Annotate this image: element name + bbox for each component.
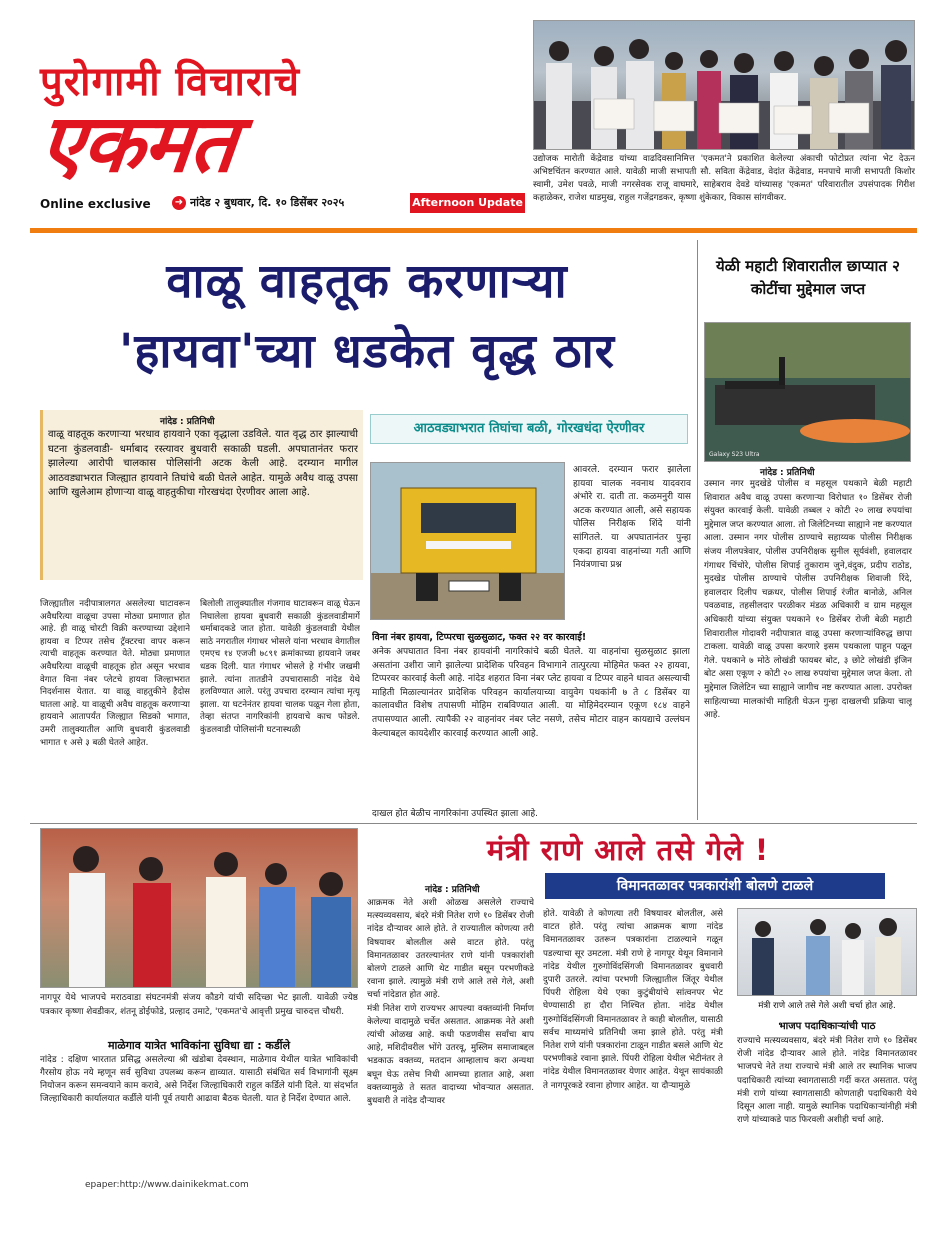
lead-col2: बिलोली तालुक्यातील गंजगाव घाटावरून वाळू घेऊन निघालेला हायवा बुधवारी सकाळी कुंडलवाडीमार्गे धर्माबादकडे जात होता. यावेळी कुंडलवाडी येथील साठे नगरातील गंगाधर भोसले यांना भरधाव वेगातील एमएच १४ एजजी ७८९१ क्रमांकाच्या हायवाने जबर धडक दिली. यात गंगाधर भोसले हे गंभीर जखमी झाले. त्यांना तातडीने उपचारासाठी नांदेड येथे हलविण्यात आले. परंतु उपचारा दरम्यान त्यांचा मृत्यू झाला. या घटनेनंतर हायवा चालक पळून गेला होता, तेव्हा संतप्त नागरिकांनी हायवाचे काच फोडले. कुंडलवाडी पोलिसांनी घटनास्थळी <box>200 599 360 735</box>
lead-headline-line2: 'हायवा'च्या धडकेत वृद्ध ठार <box>119 324 615 379</box>
rane-photo <box>737 908 917 996</box>
afternoon-update-badge: Afternoon Update <box>410 193 525 213</box>
lead-box-tail: दाखल होत बेळीच नागरिकांना उपस्थित झाला आहे. <box>372 809 538 819</box>
lead-box-title: विना नंबर हायवा, टिप्परचा सुळसुळाट, फक्त २२ वर कारवाई! <box>372 632 587 643</box>
lead-col3: आवरले. दरम्यान फरार झालेला हायवा चालक नवनाथ यादवराव अंभोरे रा. दाती ता. कळमनुरी यास अटक करण्यात आली, असे सहायक पोलिस निरीक्षक शिंदे यांनी सांगितले. या अपघातानंतर पुन्हा एकदा हायवा वाहनांच्या गती आणि नियंत्रणाचा प्रश्न <box>573 465 691 571</box>
lead-subhead: आठवड्याभरात तिघांचा बळी, गोरखधंदा ऐरणीवर <box>370 414 688 444</box>
lead-byline: नांदेड : प्रतिनिधी <box>160 417 215 427</box>
top-photo-people <box>534 21 915 150</box>
lead-col1: जिल्ह्यातील नदीपात्रालगत असलेल्या घाटावरून अवैधरित्या वाळूचा उपसा मोठ्या प्रमाणात होत आहे. ही वाळू चोरटी विक्री करण्याच्या उद्देशाने हायवा व टिप्पर तसेच ट्रॅक्टरचा वापर करून त्याची वाहतूक करण्यात येते. मोठ्या प्रमाणात अवैधरित्या वाळूची वाहतूक होत असून भरधाव वेगात विना नंबर प्लेटचे हायवा जिल्हाभरात निदर्शनास येतात. या वाळू वाहतुकीने हैदोस घातला आहे. या वाळूची अवैध वाहतूक करणाऱ्या हायवाने आतापर्यंत जिल्ह्यात सिडको भागात, उमरी तालुक्यातील आणि बुधवारी कुंडलवाडी भागात १ असे ३ बळी घेतले आहेत. <box>40 599 190 748</box>
rane-photo-people <box>738 909 917 996</box>
side-divider <box>697 240 698 820</box>
rane-photo-caption: मंत्री राणे आले तसे गेले अशी चर्चा होत आहे. <box>758 1001 896 1011</box>
nagpur-photo-people <box>41 829 358 988</box>
epaper-link[interactable]: epaper:http://www.dainikekmat.com <box>85 1180 249 1190</box>
masthead-tagline: पुरोगामी विचाराचे <box>40 59 301 105</box>
side-byline: नांदेड : प्रतिनिधी <box>760 468 815 478</box>
rane-side-head: भाजप पदाधिकाऱ्यांची पाठ <box>778 1021 876 1032</box>
rane-byline: नांदेड : प्रतिनिधी <box>425 885 480 895</box>
malegaon-headline: माळेगाव यात्रेत भाविकांना सुविधा द्या : कर्डीले <box>107 1039 291 1052</box>
rane-side-text: राज्याचे मत्स्यव्यवसाय, बंदरे मंत्री नितेश राणे १० डिसेंबर रोजी नांदेड दौऱ्यावर आले होते. नांदेड विमानतळावर भाजपचे नेते तथा राज्याचे मंत्री आले तर स्थानिक भाजप पदाधिकारी त्यांच्या स्वागतासाठी गर्दी करत असतात. परंतु मंत्री राणे यांच्या स्वागतासाठी कोणताही पदाधिकारी येथे दिसून आला नाही. यामुळे स्थानिक पदाधिकाऱ्यांनीही मंत्री राणे यांच्याकडे पाठ फिरवली अशीही चर्चा आहे. <box>737 1036 917 1126</box>
arrow-right-icon: ➜ <box>172 196 186 210</box>
edition-label: Online exclusive <box>40 197 151 211</box>
dateline: नांदेड २ बुधवार, दि. १० डिसेंबर २०२५ <box>190 196 345 209</box>
photo-watermark: Galaxy S23 Ultra <box>709 451 760 458</box>
lead-headline-line1: वाळू वाहतूक करणाऱ्या <box>166 254 568 309</box>
top-photo <box>533 20 915 150</box>
masthead-rule <box>30 228 917 233</box>
section-divider <box>30 823 917 824</box>
rane-col2: होते. यावेळी ते कोणत्या तरी विषयावर बोलतील, असे वाटत होते. परंतु त्यांचा आक्रमक बाणा नांदेड विमानतळावर उतरून पत्रकारांना टाळल्याने गळून पडल्याचा सूर उमटला. मंत्री राणे हे नागपूर येथून विमानाने नांदेड येथील गुरुगोविंदसिंगजी विमानतळावर बुधवारी दुपारी उतरले. त्यांचा परभणी जिल्ह्यातील जिंतूर येथील पिंपरी रोहिला येथे एका कुटुंबीयांचे सांत्वनपर भेट घेण्यासाठी हा दौरा निश्चित होता. नांदेड येथील गुरुगोविंदसिंगजी विमानतळावर ते काही बोलतील, यासाठी सर्वच माध्यमांचे प्रतिनिधी जमा झाले होते. परंतु मंत्री नितेश राणे यांनी पत्रकारांना टाळून गाडीत बसले आणि थेट परभणीकडे रवाना झाले. पिंपरी रोहिला येथील भेटीनंतर ते नांदेड येथील विमानतळावर येणार आहेत. येथून सायंकाळी ते नागपूरकडे रवाना होणार आहेत. या दौऱ्यामुळे <box>543 909 723 1091</box>
nagpur-caption: नागपूर येथे भाजपचे मराठवाडा संघटनमंत्री संजय कौडगे यांची सदिच्छा भेट झाली. यावेळी ज्येष्ठ पत्रकार कृष्णा शेवडीकर, शंतनू डोईफोडे, प्रल्हाद उमाटे, 'एकमत'चे आवृत्ती प्रमुख चारुदत्त चौधरी. <box>40 993 358 1017</box>
rane-col1: आक्रमक नेते अशी ओळख असलेले राज्याचे मत्स्यव्यवसाय, बंदरे मंत्री नितेश राणे १० डिसेंबर रोजी नांदेड दौऱ्यावर आले होते. ते राज्यातील कोणत्या तरी विषयावर बोलतील असे वाटत होते. परंतु विमानतळावर उतरल्यानंतर राणे यांनी पत्रकारांशी बोलणे टाळले आणि थेट गाडीत बसून परभणीकडे रवाना झाले. त्यामुळे मंत्री राणे आले तसे गेले, अशी चर्चा नांदेडात होत आहे. मंत्री नितेश राणे राज्यभर आपल्या वक्तव्यांनी निर्माण केलेल्या वादामुळे चर्चेत असतात. आक्रमक नेते अशी त्यांची ओळख आहे. कधी फडणवीस सर्वांचा बाप आहे, मशिदीवरील भोंगे उतरवू, मुस्लिम समाजाबद्दल भडकाऊ वक्तव्य, मतदान आम्हालाच करा अन्यथा बघून घेऊ तसेच निधी आमच्या हातात आहे, अशा वक्तव्यामुळे ते सतत वादाच्या भोवऱ्यात असतात. बुधवारी ते नांदेड दौऱ्यावर <box>367 898 534 1107</box>
lead-intro: वाळू वाहतूक करणाऱ्या भरधाव हायवाने एका वृद्धाला उडविले. यात वृद्ध ठार झाल्याची घटना कुंडलवाडी- धर्माबाद रस्त्यावर बुधवारी सकाळी घडली. अपघातानंतर फरार झालेल्या आरोपी चालकास पोलिसांनी अटक केली आहे. दरम्यान मागील आठवड्याभरात जिल्ह्यात हायवाने तिघांचे बळी घेतले आहेत. यामुळे अवैध वाळू उपसा आणि खुलेआम होणाऱ्या वाळू वाहतुकीचा गोरखधंदा ऐरणीवर आला आहे. <box>48 429 358 498</box>
rane-headline: मंत्री राणे आले तसे गेले ! <box>486 833 770 867</box>
malegaon-text: नांदेड : दक्षिण भारतात प्रसिद्ध असलेल्या श्री खंडोबा देवस्थान, माळेगाव येथील यात्रेत भाविकांची गैरसोय होऊ नये म्हणून सर्व सुविधा उपलब्ध करून द्याव्यात. यासाठी संबंधित सर्व विभागांनी सूक्ष्म नियोजन करून समन्वयाने काम करावे, असे निर्देश जिल्हाधिकारी राहुल कर्डिले यांनी दिले. या संदर्भात जिल्हाधिकारी कार्यालयात कर्डीले यांनी पूर्व तयारी आढावा बैठक घेतली. यात हे निर्देश देण्यात आले. <box>40 1055 358 1104</box>
top-photo-caption: उद्योजक मारोती केंद्रेवाड यांच्या वाढदिवसानिमित्त 'एकमत'ने प्रकाशित केलेल्या अंकाची फोटोप्रत त्यांना भेट देऊन अभिष्टचिंतन करण्यात आले. यावेळी माजी सभापती सौ. सविता केंद्रेवाड, वेदांत केंद्रेवाड, मनपाचे माजी सभापती किशोर स्वामी, उमेश पवळे, माजी नगरसेवक राजू वाघमारे, साहेबराव देवडे यांच्यासह 'एकमत' परिवारातील उपसंपादक गिरीश कहाळेकर, राजेश धाडमुख, राहुल गजेंद्रगडकर, कृष्णा शुंकेकार, विकास सांगवीकर. <box>533 154 915 203</box>
masthead-title: एकमत <box>35 97 241 190</box>
side-text: उस्मान नगर मुदखेडे पोलीस व महसूल पथकाने बेळी महाटी शिवारात अवैध वाळू उपसा करणाऱ्या विरोधात १० डिसेंबर रोजी संयुक्त कारवाई केली. यावेळी तब्बल २ कोटी २० लाख रुपयांचा मुद्देमाल जप्त करण्यात आला. तो जिलेटिनच्या साह्याने नष्ट करण्यात आला. उस्मान नगर पोलीस ठाण्याचे सहाय्यक पोलीस निरीक्षक संजय नीलपत्रेवार, पोलीस उपनिरीक्षक सुनील सूर्यवंशी, हवालदार गंगाधर चिंचोरे, पोलीस शिपाई तुकाराम जुने,वंदुक, प्रदीप राठोड, मुदखेड पोलीस ठाण्याचे पोलीस उपनिरीक्षक शिवाजी रिंदे, हवालदार दिलीप चक्रधर, पोलीस शिपाई रंजीत बानोळे, अनिल पवळवाड, तहसीलदार परळीकर मंडळ अधिकारी व ग्राम महसूल अधिकारी यांच्या संयुक्त पथकाने १० डिसेंबर रोजी बेळी महाटी शिवारातील गोदावरी नदीपात्रात वाळू उपसा करणाऱ्यांविरुद्ध छापा टाकला. यावेळी वाळू उपसा करणारे इसम पथकाला पाहून पळून गेले. पथकाने ७ मोठे लोखंडी फायबर बोट, ३ छोटे लोखंडी इंजिन बोट असा एकूण २ कोटी २० लाख रुपयांचा मुद्देमाल जप्त केला. तो मुद्देमाल जिलेटिन च्या साह्याने जागीच नष्ट करण्यात आला. उपरोक्त साहित्याच्या मालकांची माहिती घेऊन गुन्हा दाखलची प्रक्रिया चालू आहे. <box>704 479 912 721</box>
truck-photo <box>370 462 565 620</box>
side-headline: येळी महाटी शिवारातील छाप्यात २ कोटींचा मुद्देमाल जप्त <box>716 257 900 298</box>
nagpur-photo <box>40 828 358 988</box>
boat-photo-art <box>705 323 911 462</box>
lead-box-text: अनेक अपघातात विना नंबर हायवांनी नागरिकांचे बळी घेतले. या वाहनांचा सुळसुळाट झाला असतांना उशीरा जागे झालेल्या प्रादेशिक परिवहन विभागाने तात्पुरत्या मोहिमेत फक्त २२ हायवा, टिप्परवर कारवाई केली आहे. नांदेड शहरात विना नंबर प्लेट हायवा व टिप्पर वाहने धावत असल्याची माहिती मिळाल्यानंतर प्रादेशिक परिवहन कार्यालयाच्या वायुवेग पथकांनी ७ ते ८ डिसेंबर या कालावधीत विशेष तपासणी मोहिम राबविण्यात आली. या मोहिमेदरम्यान एकूण १८४ वाहने तपासण्यात आली. त्यापैकी २२ वाहनांवर नंबर प्लेट नसणे, तसेच मोटार वाहन कायद्याचे उल्लंघन केल्याबद्दल कायदेशीर कारवाई करण्यात आली आहे. <box>372 647 690 739</box>
rane-subhead: विमानतळावर पत्रकारांशी बोलणे टाळले <box>545 873 885 899</box>
truck-photo-art <box>371 463 565 620</box>
boat-photo <box>704 322 911 462</box>
